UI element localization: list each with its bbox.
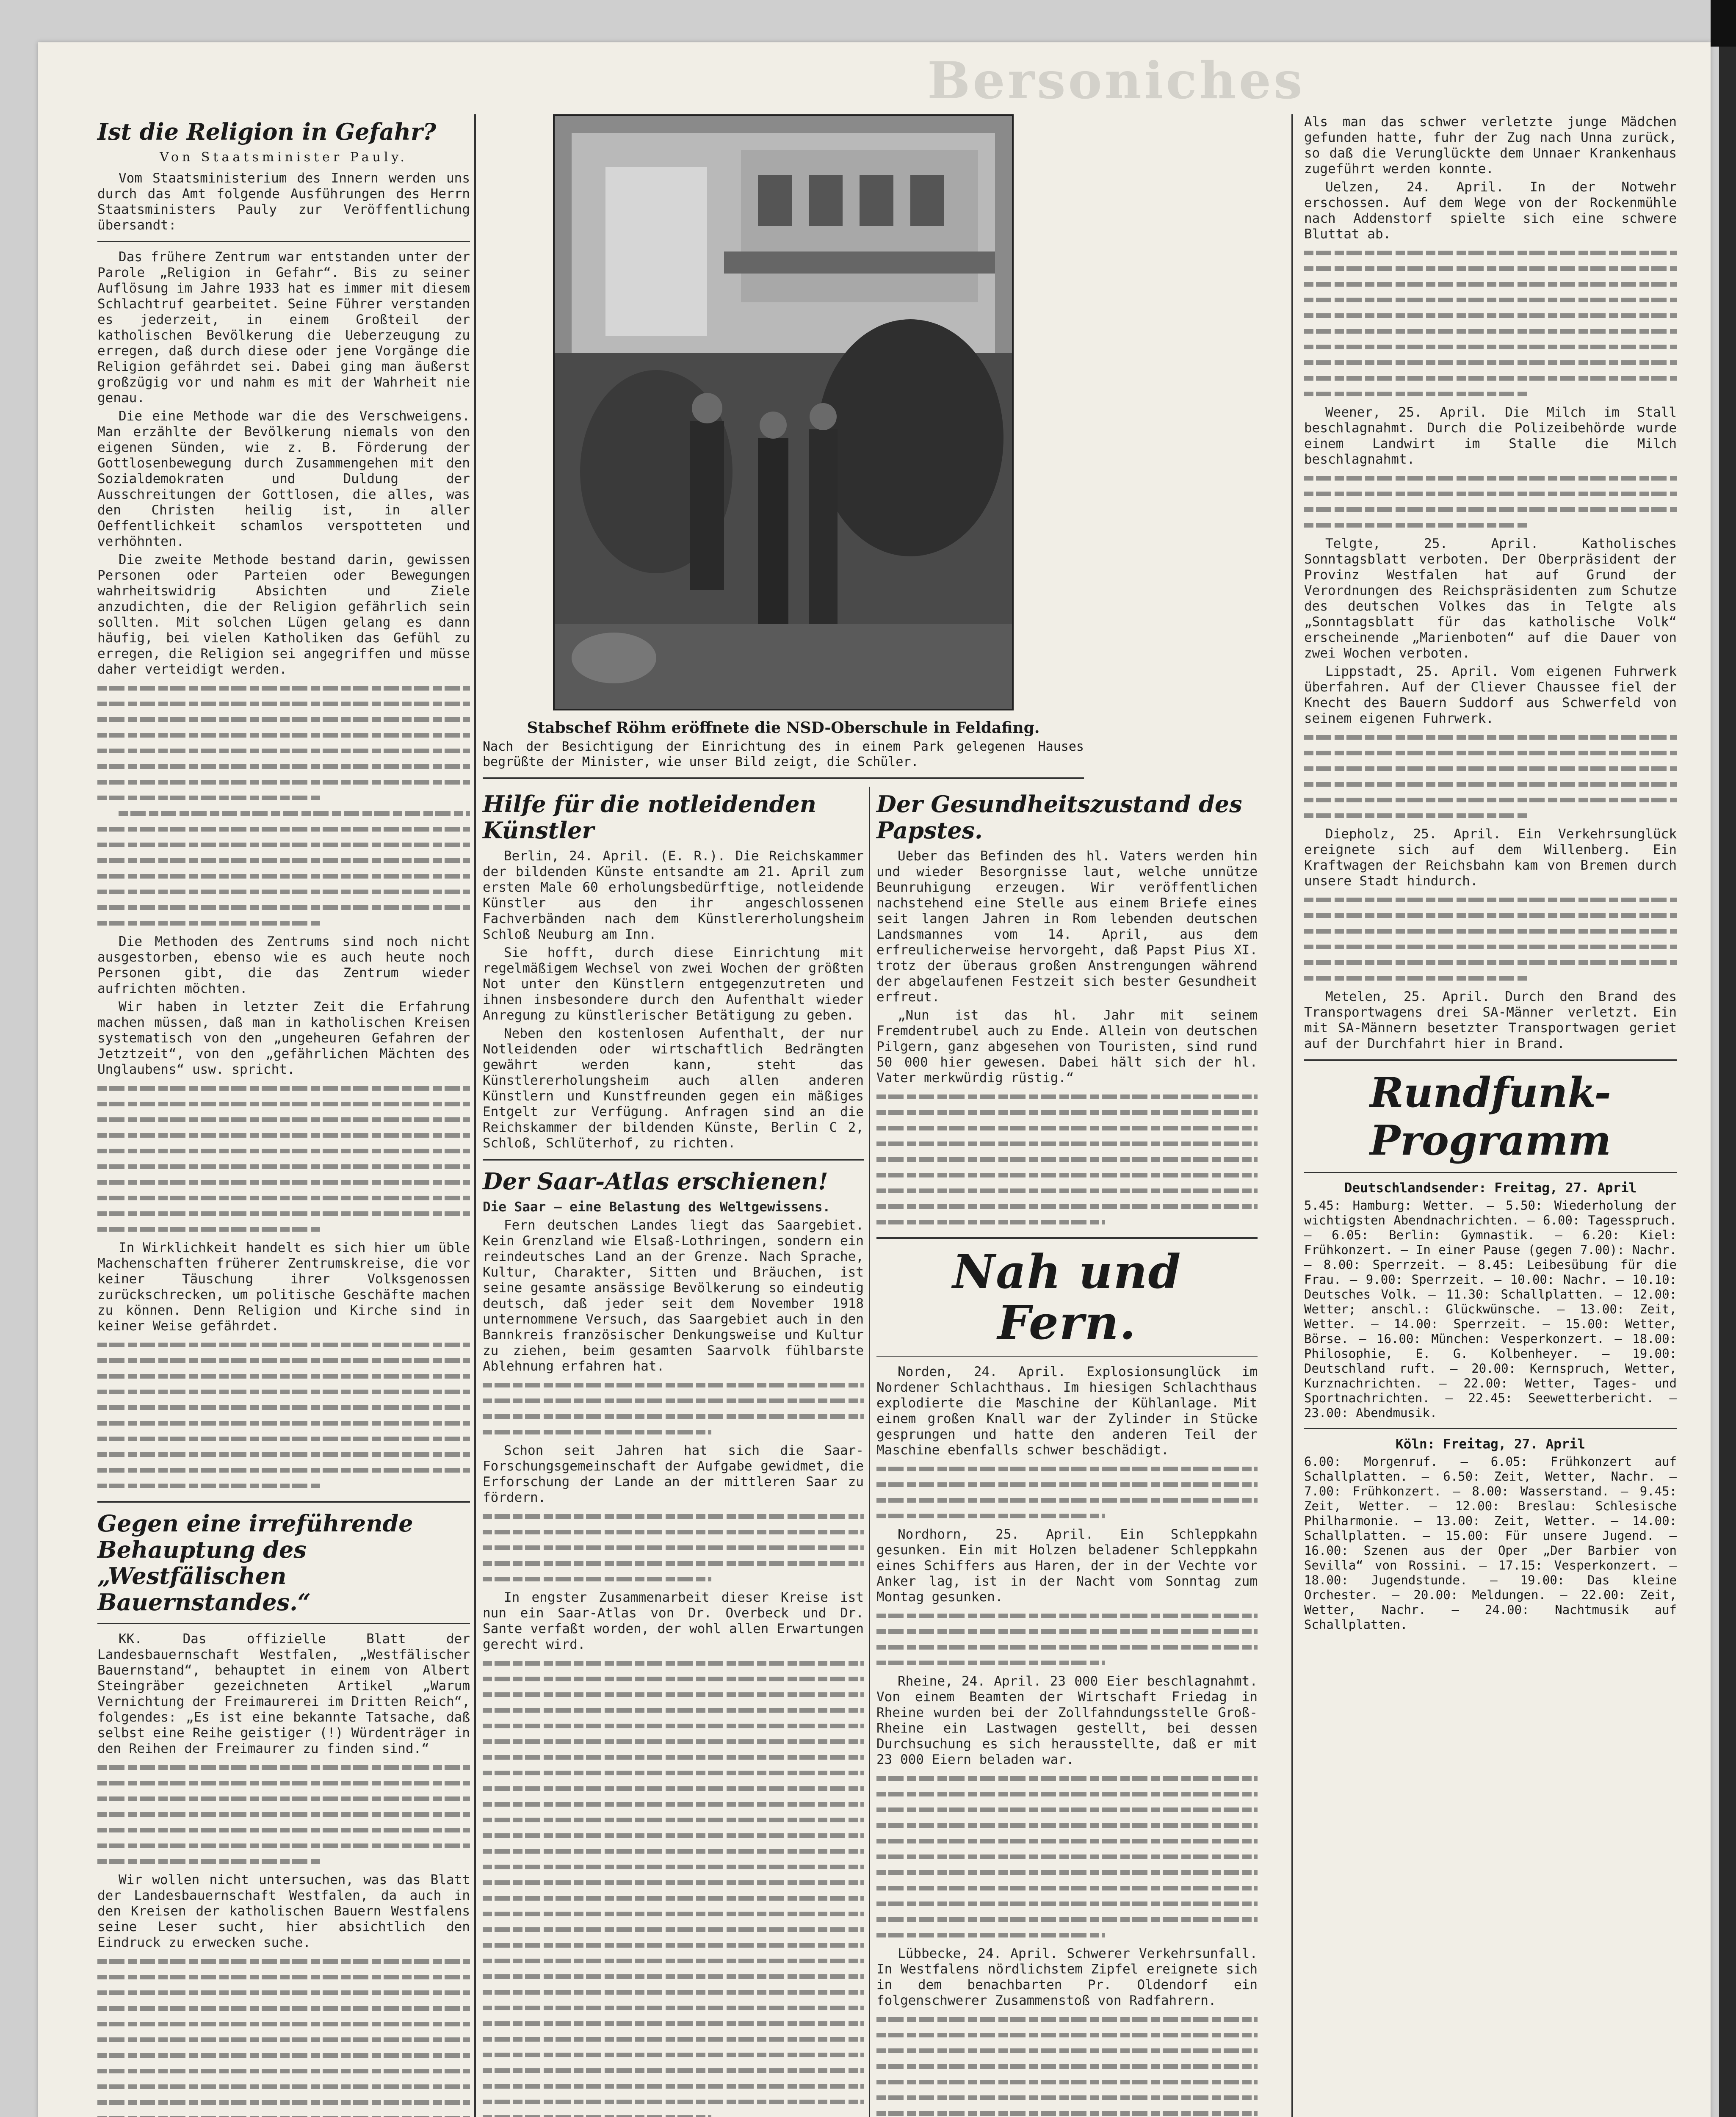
illegible-text-block — [876, 1089, 1258, 1230]
paragraph: Rheine, 24. April. 23 000 Eier beschlagnahmt. Von einem Beamten der Wirtschaft Friedag in Rheine wurden bei der Zollfahndungsstelle Groß-Rheine ein Lastwagen gestellt, bei dessen Durchsuchung es sich herausstellte, daß er mit 23 000 Eiern beladen war. — [876, 1674, 1258, 1767]
illegible-text-block — [97, 1080, 470, 1237]
column-rule — [869, 787, 870, 2117]
photo-roehm — [553, 114, 1014, 710]
paragraph: Sie hofft, durch diese Einrichtung mit regelmäßigem Wechsel von zwei Wochen der größten Not unter den Künstlern entgegenzutreten und ihnen insbesondere durch den Aufenthalt wieder Anregung zu künstlerischer Betätigung zu geben. — [483, 945, 864, 1023]
divider — [1304, 1428, 1677, 1429]
photo-caption: Nach der Besichtigung der Einrichtung des in einem Park gelegenen Hauses begrüßte der Minister, wie unser Bild zeigt, die Schüler. — [483, 739, 1084, 769]
paragraph: In Wirklichkeit handelt es sich hier um üble Machenschaften früherer Zentrumskreise, die vor keiner Täuschung ihrer Volksgenossen zurückschrecken, um politische Geschäfte machen zu können. Denn Religion und Kirche sind in keiner Weise gefährdet. — [97, 1240, 470, 1334]
illegible-text-block — [1304, 470, 1677, 533]
program-listing: 5.45: Hamburg: Wetter. — 5.50: Wiederholung der wichtigsten Abendnachrichten. — 6.00: Tagesspruch. — 6.05: Berlin: Gymnastik. — 6.20: Kiel: Frühkonzert. — In einer Pause (gegen 7.00): Nachr. — 8.00: Sperrzeit. — 8.45: Leibesübung für die Frau. — 9.00: Sperrzeit. — 10.00: Nachr. — 10.10: Deutsches Volk. — 11.30: Schallplatten. — 12.00: Wetter; anschl.: Glückwünsche. — 13.00: Zeit, Wetter. — 14.00: Sperrzeit. — 15.00: Wetter, Börse. — 16.00: München: Vesperkonzert. — 18.00: Philosophie, E. G. Kolbenheyer. — 19.00: Deutschland ruft. — 20.00: Kernspruch, Wetter, Kurznachrichten. — 22.00: Wetter, Tages- und Sportnachrichten. — 22.45: Seewetterbericht. — 23.00: Abendmusik. — [1304, 1198, 1677, 1420]
paragraph: Berlin, 24. April. (E. R.). Die Reichskammer der bildenden Künste entsandte am 21. April zum ersten Male 60 erholungsbedürftige, notleidende Künstler aus den ihr angeschlossenen Fachverbänden nach dem Künstlererholungsheim Schloß Neuburg am Inn. — [483, 848, 864, 942]
paragraph: Telgte, 25. April. Katholisches Sonntagsblatt verboten. Der Oberpräsident der Provinz Westfalen hat auf Grund der Verordnungen des Reichspräsidenten zum Schutze des deutschen Volkes das in Telgte als „Sonntagsblatt für das katholische Volk“ erscheinende „Marienboten“ auf die Dauer von zwei Wochen verboten. — [1304, 536, 1677, 661]
illegible-text-block — [483, 1655, 864, 2117]
paragraph: Die eine Methode war die des Verschweigens. Man erzählte der Bevölkerung niemals von den eigenen Sünden, wie z. B. Förderung der Gottlosenbewegung durch Zusammengehen mit den Sozialdemokraten und Duldung der Ausschreitungen der Gottlosen, die alles, was den Christen heilig ist, in aller Oeffentlichkeit schamlos verspotteten und verhöhnten. — [97, 409, 470, 549]
scan-border — [1719, 0, 1736, 2117]
paragraph: Weener, 25. April. Die Milch im Stall beschlagnahmt. Durch die Polizeibehörde wurde einem Landwirt im Stalle die Milch beschlagnahmt. — [1304, 405, 1677, 467]
paragraph: KK. Das offizielle Blatt der Landesbauernschaft Westfalen, „Westfälischer Bauernstand“, behauptet in einem von Albert Steingräber gezeichneten Artikel „Warum Vernichtung der Freimaurerei im Dritten Reich“, folgendes: „Es ist eine bekannte Tatsache, daß selbst eine Reihe geistiger (!) Würdenträger in den Reihen der Freimaurer zu finden sind.“ — [97, 1631, 470, 1756]
paragraph: Die zweite Methode bestand darin, gewissen Personen oder Parteien oder Bewegungen wahrheitswidrig Absichten und Ziele anzudichten, die der Religion gefährlich sein sollten. Mit solchen Lügen gelang es dann häufig, bei vielen Katholiken das Gefühl zu erregen, die Religion sei angegriffen und müsse daher verteidigt werden. — [97, 552, 470, 677]
column-right — [1304, 114, 1677, 1632]
paragraph: Wir haben in letzter Zeit die Erfahrung machen müssen, daß man in katholischen Kreisen systematisch von den „ungeheuren Gefahren der Jetztzeit“, von den „gefährlichen Mächten des Unglaubens“ usw. spricht. — [97, 999, 470, 1077]
column-rule — [474, 114, 476, 2117]
illegible-text-block — [876, 1461, 1258, 1523]
illegible-text-block — [1304, 729, 1677, 823]
headline-saar-atlas: Der Saar-Atlas erschienen! — [483, 1168, 828, 1195]
paragraph: Ueber das Befinden des hl. Vaters werden hin und wieder Besorgnisse laut, welche unnütze Beunruhigung erzeugen. Wir veröffentlichen nachstehend eine Stelle aus einem Briefe eines seit langen Jahren in Rom lebenden deutschen Landsmannes vom 14. April, aus dem erfreulicherweise hervorgeht, daß Papst Pius XI. trotz der überaus großen Anstrengungen während der abgelaufenen Festzeit sich bester Gesundheit erfreut. — [876, 848, 1258, 1005]
paragraph: Als man das schwer verletzte junge Mädchen gefunden hatte, fuhr der Zug nach Unna zurück, so daß die Verunglückte dem Unnaer Krankenhaus zugeführt werden konnte. — [1304, 114, 1677, 177]
paragraph: Metelen, 25. April. Durch den Brand des Transportwagens drei SA-Männer verletzt. Ein mit SA-Männern besetzter Transportwagen geriet auf der Durchfahrt hier in Brand. — [1304, 989, 1677, 1051]
divider — [876, 1356, 1258, 1357]
illegible-text-block — [97, 1337, 470, 1493]
column-left — [97, 114, 470, 2117]
illegible-text-block — [1304, 245, 1677, 401]
middle-subcolumns — [483, 787, 1258, 2008]
paragraph: Uelzen, 24. April. In der Notwehr erschossen. Auf dem Wege von der Rockenmühle nach Addenstorf spielte sich eine schwere Bluttat ab. — [1304, 180, 1677, 242]
byline-pauly: Von Staatsminister Pauly. — [160, 150, 408, 165]
illegible-text-block — [483, 1508, 864, 1586]
illegible-text-block — [97, 680, 470, 931]
divider — [97, 241, 470, 242]
section-divider — [483, 1159, 864, 1161]
program-listing: 6.00: Morgenruf. — 6.05: Frühkonzert auf Schallplatten. — 6.50: Zeit, Wetter, Nachr. — 7.00: Frühkonzert. — 8.00: Wasserstand. — 9.45: Zeit, Wetter. — 12.00: Breslau: Schlesische Philharmonie. — 13.00: Zeit, Wetter. — 14.00: Schallplatten. — 15.00: Für unsere Jugend. — 16.00: Szenen aus der Oper „Der Barbier von Sevilla“ von Rossini. — 17.15: Vesperkonzert. — 18.00: Jugendstunde. — 19.00: Das kleine Orchester. — 20.00: Meldungen. — 22.00: Zeit, Wetter, Nachr. — 24.00: Nachtmusik auf Schallplatten. — [1304, 1454, 1677, 1632]
paragraph: Lübbecke, 24. April. Schwerer Verkehrsunfall. In Westfalens nördlichstem Zipfel ereignete sich in dem benachbarten Pr. Oldendorf ein folgenschwerer Zusammenstoß von Radfahrern. — [876, 1946, 1258, 2008]
section-divider — [1304, 1059, 1677, 1061]
article-intro: Vom Staatsministerium des Innern werden uns durch das Amt folgende Ausführungen des Herrn Staatsministers Pauly zur Veröffentlichung übersandt: — [97, 171, 470, 233]
photo-caption-title: Stabschef Röhm eröffnete die NSD-Oberschule in Feldafing. — [527, 719, 1040, 737]
station-heading: Köln: Freitag, 27. April — [1396, 1437, 1585, 1452]
paragraph: Schon seit Jahren hat sich die Saar-Forschungsgemeinschaft der Aufgabe gewidmet, die Erforschung der Lande an der mittleren Saar zu fördern. — [483, 1443, 864, 1505]
illegible-text-block — [483, 1377, 864, 1440]
headline-papst: Der Gesundheitszustand des Papstes. — [876, 790, 1242, 844]
divider — [97, 1623, 470, 1624]
paragraph: Norden, 24. April. Explosionsunglück im Nordener Schlachthaus. Im hiesigen Schlachthaus explodierte die Maschine der Kühlanlage. Mit einem großen Knall war der Zylinder in Stücke gesprungen und hatte den anderen Teil der Maschine ebenfalls schwer beschädigt. — [876, 1364, 1258, 1458]
paragraph: Fern deutschen Landes liegt das Saargebiet. Kein Grenzland wie Elsaß-Lothringen, sondern ein reindeutsches Land an der Grenze. Nach Sprache, Kultur, Charakter, Sitten und Bräuchen, ist seine gesamte ansässige Bevölkerung so eindeutig deutsch, daß jeder seit dem November 1918 unternommene Versuch, das Saargebiet auch in den Bannkreis französischer Denkungsweise und Kultur zu ziehen, beim gesamten Saarvolk fühlbarste Ablehnung erfahren hat. — [483, 1218, 864, 1374]
illegible-text-block — [1304, 892, 1677, 986]
column-middle — [483, 114, 1258, 2008]
headline-nah-und-fern: Nah und Fern. — [952, 1244, 1182, 1350]
headline-religion: Ist die Religion in Gefahr? — [97, 118, 437, 145]
illegible-text-block — [876, 1608, 1258, 1670]
paragraph: Diepholz, 25. April. Ein Verkehrsunglück ereignete sich auf dem Willenberg. Ein Kraftwagen der Reichsbahn kam von Bremen durch unsere Stadt hindurch. — [1304, 826, 1677, 889]
illegible-text-block — [876, 2011, 1258, 2117]
paragraph: Nordhorn, 25. April. Ein Schleppkahn gesunken. Ein mit Holzen beladener Schleppkahn eines Schiffers aus Haren, der in der Vechte vor Anker lag, ist in der Nacht vom Sonntag zum Montag gesunken. — [876, 1527, 1258, 1605]
illegible-text-block — [97, 1759, 470, 1869]
section-divider — [97, 1501, 470, 1503]
photo-image — [555, 116, 1012, 709]
newspaper-page — [38, 42, 1711, 2117]
paragraph: Das frühere Zentrum war entstanden unter der Parole „Religion in Gefahr“. Bis zu seiner Auflösung im Jahre 1933 hat es immer mit diesem Schlachtruf gearbeitet. Seine Führer verstanden es jederzeit, in einem Großteil der katholischen Bevölkerung die Ueberzeugung zu erregen, daß durch diese oder jene Vorgänge die Religion gefährdet sei. Dabei ging man äußerst großzügig vor und nahm es mit der Wahrheit nie genau. — [97, 249, 470, 406]
column-rule — [1291, 114, 1293, 2117]
subcolumn-right — [876, 787, 1258, 2117]
scan-corner — [1711, 0, 1736, 47]
bleed-through-text: Bersoniches — [927, 51, 1305, 111]
subcolumn-left — [483, 787, 864, 2117]
section-divider — [483, 777, 1084, 779]
divider — [1304, 1172, 1677, 1173]
subheadline: Die Saar — eine Belastung des Weltgewissens. — [483, 1199, 831, 1215]
radio-program-title: Rundfunk-Programm — [1370, 1069, 1611, 1164]
headline-kuenstler: Hilfe für die notleidenden Künstler — [483, 790, 816, 844]
paragraph: „Nun ist das hl. Jahr mit seinem Fremdentrubel auch zu Ende. Allein von deutschen Pilgern, ganz abgesehen von Touristen, sind rund 50 000 hier gewesen. Dabei hält sich der hl. Vater merkwürdig rüstig.“ — [876, 1008, 1258, 1086]
paragraph: Neben den kostenlosen Aufenthalt, der nur Notleidenden oder wirtschaftlich Bedrängten gewährt werden kann, steht das Künstlererholungsheim auch allen anderen Künstlern und Kunstfreunden gegen ein mäßiges Entgelt zur Verfügung. Anfragen sind an die Reichskammer der bildenden Künste, Berlin C 2, Schloß, Schlüterhof, zu richten. — [483, 1026, 864, 1151]
headline-bauernstand: Gegen eine irreführende Behauptung des „Westfälischen Bauernstandes.“ — [97, 1510, 413, 1616]
paragraph: Lippstadt, 25. April. Vom eigenen Fuhrwerk überfahren. Auf der Cliever Chaussee fiel der Knecht des Bauern Suddorf aus Schwerfeld von seinem eigenen Fuhrwerk. — [1304, 664, 1677, 726]
section-divider — [876, 1237, 1258, 1239]
station-heading: Deutschlandsender: Freitag, 27. April — [1344, 1180, 1637, 1196]
illegible-text-block — [876, 1770, 1258, 1943]
paragraph: Die Methoden des Zentrums sind noch nicht ausgestorben, ebenso wie es auch heute noch Personen gibt, die das Zentrum wieder aufrichten möchten. — [97, 934, 470, 996]
paragraph: In engster Zusammenarbeit dieser Kreise ist nun ein Saar-Atlas von Dr. Overbeck und Dr. Sante verfaßt worden, der wohl allen Erwartungen gerecht wird. — [483, 1590, 864, 1652]
illegible-text-block — [97, 1953, 470, 2117]
paragraph: Wir wollen nicht untersuchen, was das Blatt der Landesbauernschaft Westfalen, da auch in den Kreisen der katholischen Bauern Westfalens seine Leser sucht, hier absichtlich den Eindruck zu erwecken suche. — [97, 1872, 470, 1950]
